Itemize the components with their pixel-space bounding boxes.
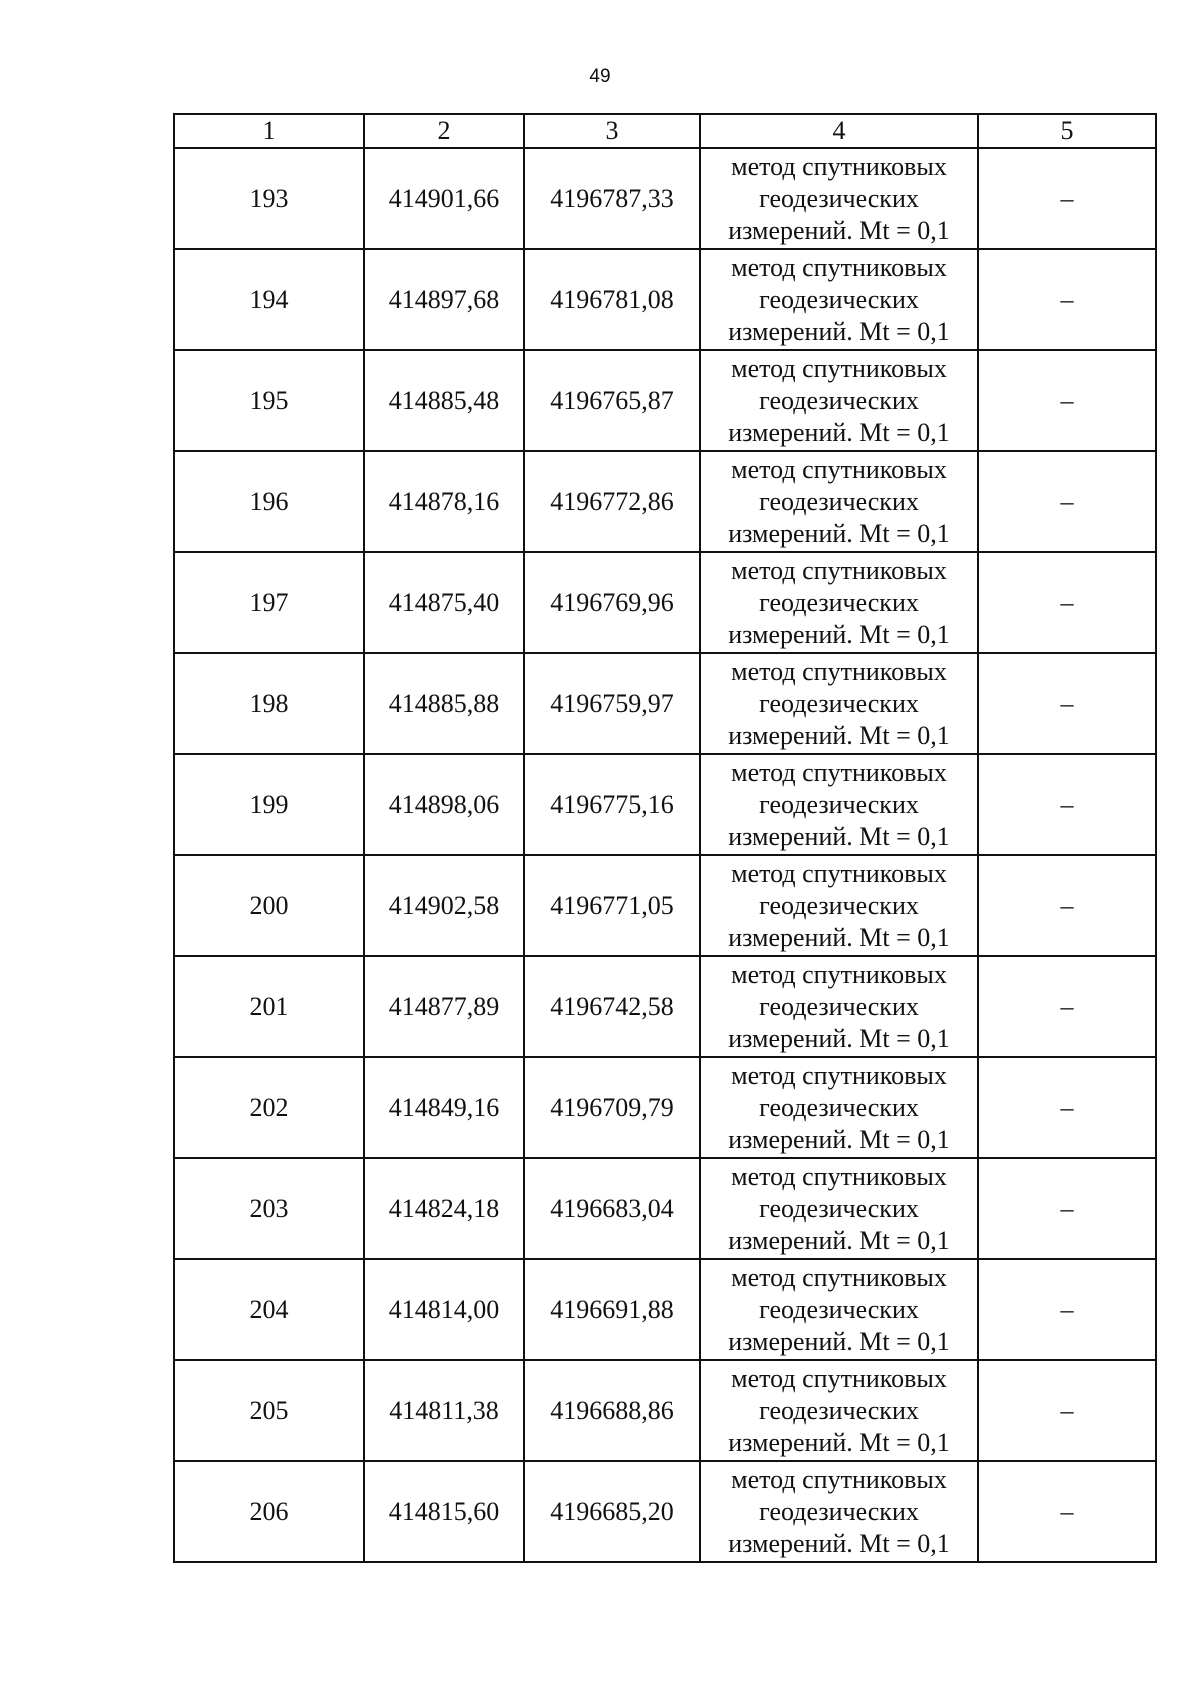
method-line: метод спутниковых <box>731 353 947 383</box>
y-coordinate-cell: 4196787,33 <box>524 148 700 249</box>
method-line: метод спутниковых <box>731 454 947 484</box>
method-line: геодезических <box>759 587 919 617</box>
column-header-1: 1 <box>174 114 364 148</box>
method-line: измерений. Mt = 0,1 <box>728 619 950 649</box>
method-line: измерений. Mt = 0,1 <box>728 1528 950 1558</box>
note-cell: – <box>978 956 1156 1057</box>
note-cell: – <box>978 1158 1156 1259</box>
method-cell <box>700 754 978 855</box>
table-row <box>174 855 1156 956</box>
coordinates-table <box>173 113 1157 1563</box>
x-coordinate-cell: 414824,18 <box>364 1158 524 1259</box>
method-line: геодезических <box>759 486 919 516</box>
x-coordinate-cell: 414885,88 <box>364 653 524 754</box>
method-line: метод спутниковых <box>731 1262 947 1292</box>
note-cell: – <box>978 552 1156 653</box>
method-line: геодезических <box>759 688 919 718</box>
method-cell <box>700 1057 978 1158</box>
table-row <box>174 754 1156 855</box>
note-cell: – <box>978 451 1156 552</box>
y-coordinate-cell: 4196769,96 <box>524 552 700 653</box>
method-cell <box>700 1158 978 1259</box>
y-coordinate-cell: 4196772,86 <box>524 451 700 552</box>
note-cell: – <box>978 653 1156 754</box>
method-line: геодезических <box>759 789 919 819</box>
method-line: метод спутниковых <box>731 757 947 787</box>
method-cell <box>700 1259 978 1360</box>
method-cell <box>700 350 978 451</box>
x-coordinate-cell: 414875,40 <box>364 552 524 653</box>
point-number-cell: 206 <box>174 1461 364 1562</box>
method-line: геодезических <box>759 1496 919 1526</box>
column-header-4: 4 <box>700 114 978 148</box>
method-line: измерений. Mt = 0,1 <box>728 1326 950 1356</box>
note-cell: – <box>978 1057 1156 1158</box>
method-line: геодезических <box>759 1092 919 1122</box>
method-cell <box>700 956 978 1057</box>
point-number-cell: 196 <box>174 451 364 552</box>
y-coordinate-cell: 4196688,86 <box>524 1360 700 1461</box>
method-line: измерений. Mt = 0,1 <box>728 720 950 750</box>
table-row <box>174 1158 1156 1259</box>
note-cell: – <box>978 148 1156 249</box>
method-line: метод спутниковых <box>731 858 947 888</box>
method-line: метод спутниковых <box>731 656 947 686</box>
method-line: метод спутниковых <box>731 252 947 282</box>
method-line: измерений. Mt = 0,1 <box>728 316 950 346</box>
method-line: метод спутниковых <box>731 1464 947 1494</box>
method-line: измерений. Mt = 0,1 <box>728 417 950 447</box>
y-coordinate-cell: 4196742,58 <box>524 956 700 1057</box>
method-cell <box>700 451 978 552</box>
method-cell <box>700 249 978 350</box>
y-coordinate-cell: 4196775,16 <box>524 754 700 855</box>
point-number-cell: 204 <box>174 1259 364 1360</box>
page-number: 49 <box>589 66 611 87</box>
method-line: измерений. Mt = 0,1 <box>728 821 950 851</box>
method-cell <box>700 1461 978 1562</box>
table-row <box>174 653 1156 754</box>
table-body <box>174 148 1156 1562</box>
method-line: измерений. Mt = 0,1 <box>728 1225 950 1255</box>
point-number-cell: 200 <box>174 855 364 956</box>
method-line: измерений. Mt = 0,1 <box>728 1427 950 1457</box>
y-coordinate-cell: 4196771,05 <box>524 855 700 956</box>
table-row <box>174 1360 1156 1461</box>
method-line: метод спутниковых <box>731 1060 947 1090</box>
point-number-cell: 205 <box>174 1360 364 1461</box>
column-header-5: 5 <box>978 114 1156 148</box>
point-number-cell: 197 <box>174 552 364 653</box>
x-coordinate-cell: 414877,89 <box>364 956 524 1057</box>
table-row <box>174 1259 1156 1360</box>
x-coordinate-cell: 414885,48 <box>364 350 524 451</box>
column-header-3: 3 <box>524 114 700 148</box>
point-number-cell: 202 <box>174 1057 364 1158</box>
x-coordinate-cell: 414815,60 <box>364 1461 524 1562</box>
point-number-cell: 199 <box>174 754 364 855</box>
x-coordinate-cell: 414897,68 <box>364 249 524 350</box>
y-coordinate-cell: 4196709,79 <box>524 1057 700 1158</box>
point-number-cell: 193 <box>174 148 364 249</box>
method-line: измерений. Mt = 0,1 <box>728 518 950 548</box>
column-header-2: 2 <box>364 114 524 148</box>
table-row <box>174 956 1156 1057</box>
y-coordinate-cell: 4196759,97 <box>524 653 700 754</box>
method-line: геодезических <box>759 284 919 314</box>
table-row <box>174 1461 1156 1562</box>
method-line: метод спутниковых <box>731 555 947 585</box>
point-number-cell: 203 <box>174 1158 364 1259</box>
x-coordinate-cell: 414814,00 <box>364 1259 524 1360</box>
method-cell <box>700 855 978 956</box>
table-row <box>174 148 1156 249</box>
method-cell <box>700 552 978 653</box>
y-coordinate-cell: 4196781,08 <box>524 249 700 350</box>
method-line: измерений. Mt = 0,1 <box>728 215 950 245</box>
method-line: геодезических <box>759 183 919 213</box>
x-coordinate-cell: 414901,66 <box>364 148 524 249</box>
method-line: измерений. Mt = 0,1 <box>728 1124 950 1154</box>
method-line: метод спутниковых <box>731 959 947 989</box>
table-row <box>174 1057 1156 1158</box>
point-number-cell: 194 <box>174 249 364 350</box>
method-line: геодезических <box>759 991 919 1021</box>
y-coordinate-cell: 4196765,87 <box>524 350 700 451</box>
x-coordinate-cell: 414811,38 <box>364 1360 524 1461</box>
x-coordinate-cell: 414898,06 <box>364 754 524 855</box>
x-coordinate-cell: 414849,16 <box>364 1057 524 1158</box>
note-cell: – <box>978 249 1156 350</box>
method-line: метод спутниковых <box>731 151 947 181</box>
table-row <box>174 350 1156 451</box>
method-line: геодезических <box>759 890 919 920</box>
note-cell: – <box>978 855 1156 956</box>
point-number-cell: 198 <box>174 653 364 754</box>
note-cell: – <box>978 754 1156 855</box>
point-number-cell: 201 <box>174 956 364 1057</box>
point-number-cell: 195 <box>174 350 364 451</box>
table-row <box>174 451 1156 552</box>
method-cell <box>700 653 978 754</box>
x-coordinate-cell: 414878,16 <box>364 451 524 552</box>
y-coordinate-cell: 4196685,20 <box>524 1461 700 1562</box>
method-line: геодезических <box>759 1294 919 1324</box>
table-header-row <box>174 114 1156 148</box>
note-cell: – <box>978 1360 1156 1461</box>
x-coordinate-cell: 414902,58 <box>364 855 524 956</box>
method-line: геодезических <box>759 1193 919 1223</box>
method-line: метод спутниковых <box>731 1363 947 1393</box>
note-cell: – <box>978 1461 1156 1562</box>
table-row <box>174 249 1156 350</box>
y-coordinate-cell: 4196683,04 <box>524 1158 700 1259</box>
method-line: геодезических <box>759 385 919 415</box>
method-cell <box>700 148 978 249</box>
method-line: геодезических <box>759 1395 919 1425</box>
y-coordinate-cell: 4196691,88 <box>524 1259 700 1360</box>
note-cell: – <box>978 1259 1156 1360</box>
table-row <box>174 552 1156 653</box>
method-cell <box>700 1360 978 1461</box>
note-cell: – <box>978 350 1156 451</box>
method-line: метод спутниковых <box>731 1161 947 1191</box>
method-line: измерений. Mt = 0,1 <box>728 1023 950 1053</box>
method-line: измерений. Mt = 0,1 <box>728 922 950 952</box>
